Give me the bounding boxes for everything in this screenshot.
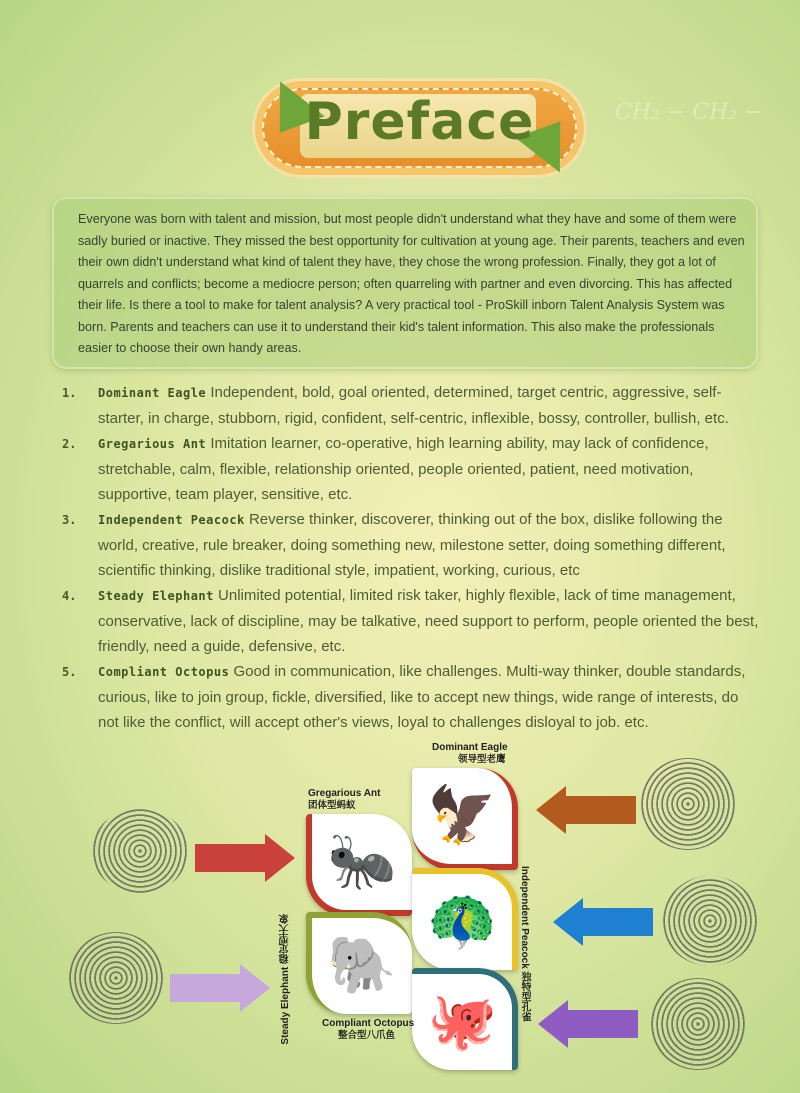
- background-formula: CH₂ − CH₂ −: [615, 100, 763, 125]
- arrow-blue-icon: [553, 908, 653, 936]
- peacock-card: [412, 868, 518, 970]
- peacock-label: [518, 866, 530, 1022]
- item-description: Unlimited potential, limited risk taker, highly flexible, lack of time management, conservative, lack of discipline, may be talkative, need support to perform, people oriented the best, friendly, need a guide, defensive, etc.: [98, 587, 759, 655]
- fingerprint-icon: [650, 978, 746, 1070]
- elephant-card: [306, 912, 412, 1014]
- elephant-label: [280, 914, 292, 1045]
- eagle-label: [432, 742, 508, 766]
- arrow-red-icon: [195, 844, 295, 872]
- eagle-card: [412, 768, 518, 870]
- arrow-lavender-icon: [170, 974, 270, 1002]
- peacock-label-cn: 独特型孔雀: [519, 971, 530, 1022]
- item-description: Imitation learner, co-operative, high learning ability, may lack of confidence, stretchable, calm, flexible, relationship oriented, people oriented, patient, need motivation, supportive, team player, sensitive, etc.: [98, 435, 709, 503]
- fingerprint-icon: [662, 876, 758, 966]
- octopus-icon: 🐙: [427, 989, 497, 1052]
- list-item: [62, 507, 762, 583]
- elephant-label-cn: 稳定型大象: [280, 914, 291, 964]
- octopus-label-en: Compliant Octopus: [322, 1018, 415, 1029]
- eagle-icon: 🦅: [427, 783, 497, 846]
- item-name: Steady Elephant: [98, 589, 214, 603]
- fingerprint-icon: [92, 808, 188, 894]
- list-item: [62, 659, 762, 735]
- ant-card: [306, 814, 412, 916]
- item-number: 2.: [62, 437, 77, 451]
- elephant-label-en: Steady Elephant: [280, 966, 291, 1045]
- item-number: 1.: [62, 386, 77, 400]
- ant-label-en: Gregarious Ant: [308, 788, 381, 799]
- list-item: [62, 380, 762, 431]
- item-name: Gregarious Ant: [98, 437, 207, 451]
- eagle-label-en: Dominant Eagle: [432, 742, 508, 753]
- item-description: Reverse thinker, discoverer, thinking out of the box, dislike following the world, creative, rule breaker, doing something new, milestone setter, doing something different, scientific thinking, dislike traditional style, impatient, working, curious, etc: [98, 511, 726, 579]
- ant-icon: 🐜: [327, 829, 397, 892]
- octopus-label: [322, 1018, 414, 1042]
- item-number: 5.: [62, 665, 77, 679]
- page-title: Preface: [304, 92, 535, 152]
- arrow-purple-icon: [538, 1010, 638, 1038]
- item-number: 3.: [62, 513, 77, 527]
- peacock-label-en: Independent Peacock: [519, 866, 530, 969]
- fingerprint-icon: [640, 758, 736, 850]
- fingerprint-icon: [68, 932, 164, 1024]
- ant-label: [308, 788, 380, 812]
- item-name: Compliant Octopus: [98, 665, 230, 679]
- type-list: [62, 380, 762, 735]
- item-number: 4.: [62, 589, 77, 603]
- arrow-brown-icon: [536, 796, 636, 824]
- item-description: Good in communication, like challenges. Multi-way thinker, double standards, curious, like to join group, fickle, diversified, like to accept new things, wide range of interests, do not like the conflict, will accept other's views, loyal to challenges disloyal to job. etc.: [98, 663, 746, 731]
- eagle-label-cn: 领导型老鹰: [458, 754, 506, 765]
- title-banner: [252, 78, 587, 178]
- elephant-icon: 🐘: [327, 933, 397, 996]
- octopus-label-cn: 整合型八爪鱼: [338, 1030, 396, 1041]
- item-name: Independent Peacock: [98, 513, 245, 527]
- list-item: [62, 583, 762, 659]
- list-item: [62, 431, 762, 507]
- item-description: Independent, bold, goal oriented, determined, target centric, aggressive, self-starter, in charge, stubborn, rigid, confident, self-centric, inflexible, bossy, controller, bullish, etc.: [98, 384, 729, 427]
- intro-text: Everyone was born with talent and mission, but most people didn't understand what they have and some of them were sadly buried or inactive. They missed the best opportunity for cultivation at young age. Their parents, teachers and even their own didn't understand what kind of talent they have, they chose the wrong profession. Finally, they got a lot of quarrels and conflicts; become a mediocre person; often quarreling with partner and even divorcing. This has affected their life. Is there a tool to make for talent analysis? A very practical tool - ProSkill inborn Talent Analysis System was born. Parents and teachers can use it to understand their kid's talent information. This also make the professionals easier to choose their own handy areas.: [78, 212, 745, 355]
- talent-diagram: [0, 730, 800, 1093]
- ant-label-cn: 团体型蚂蚁: [308, 800, 356, 811]
- intro-box: [52, 197, 758, 369]
- octopus-card: [412, 968, 518, 1070]
- item-name: Dominant Eagle: [98, 386, 207, 400]
- peacock-icon: 🦚: [427, 889, 497, 952]
